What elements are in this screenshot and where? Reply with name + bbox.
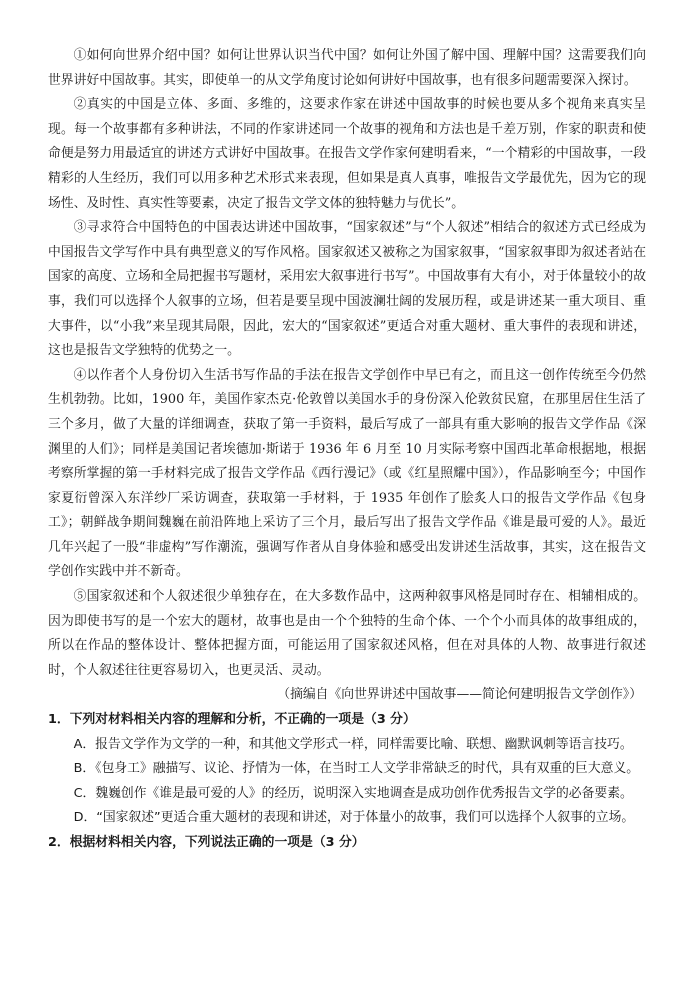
question-stem: 1．下列对材料相关内容的理解和分析，不正确的一项是（3 分）: [48, 712, 416, 728]
passage-paragraph-4: ④以作者个人身份切入生活书写作品的手法在报告文学创作中早已有之，而且这一创作传统至今仍然生机勃勃。比如，1900 年，美国作家杰克·伦敦曾以美国水手的身份深入伦敦贫民窟，在那里居住生活了三个多月，做了大量的详细调查，获取了第一手资料，最后写成了一部具有重大影响的报告文学作品《深渊里的人们》；同样是美国记者埃德加·斯诺于 1936 年 6 月至 10 月实际考察中国西北革命根据地，根据考察所掌握的第一手材料完成了报告文学作品《西行漫记》（或《红星照耀中国》），作品影响至今；中国作家夏衍曾深入东洋纱厂采访调查，获取第一手材料，于 1935 年创作了脍炙人口的报告文学作品《包身工》；朝鲜战争期间魏巍在前沿阵地上采访了三个月，最后写出了报告文学作品《谁是最可爱的人》。最近几年兴起了一股“非虚构”写作潮流，强调写作者从自身体验和感受出发讲述生活故事，其实，这在报告文学创作实践中并不新奇。: [48, 367, 646, 580]
question-stem: 2．根据材料相关内容，下列说法正确的一项是（3 分）: [48, 835, 365, 850]
reading-passage: [48, 44, 646, 708]
passage-paragraph-3: ③寻求符合中国特色的中国表达讲述中国故事，“国家叙述”与“个人叙述”相结合的叙述方式已经成为中国报告文学写作中具有典型意义的写作风格。国家叙述又被称之为国家叙事，“国家叙事即为叙述者站在国家的高度、立场和全局把握书写题材，采用宏大叙事进行书写”。中国故事有大有小，对于体量较小的故事，我们可以选择个人叙事的立场，但若是要呈现中国波澜壮阔的发展历程，或是讲述某一重大项目、重大事件，以“小我”来呈现其局限，因此，宏大的“国家叙述”更适合对重大题材、重大事件的表现和讲述，这也是报告文学独特的优势之一。: [48, 220, 646, 359]
passage-paragraph-5: ⑤国家叙述和个人叙述很少单独存在，在大多数作品中，这两种叙事风格是同时存在、相辅相成的。因为即使书写的是一个宏大的题材，故事也是由一个个独特的生命个体、一个个小而具体的故事组成的，所以在作品的整体设计、整体把握方面，可能运用了国家叙述风格，但在对具体的人物、故事进行叙述时，个人叙述往往更容易切入，也更灵活、灵动。: [48, 589, 646, 678]
option-b: B．《包身工》融描写、议论、抒情为一体，在当时工人文学非常缺乏的时代，具有双重的巨大意义。: [73, 761, 640, 777]
option-c: C．魏巍创作《谁是最可爱的人》的经历，说明深入实地调查是成功创作优秀报告文学的必备要素。: [73, 785, 633, 801]
question-2: [48, 831, 646, 856]
passage-source: （摘编自《向世界讲述中国故事——简论何建明报告文学创作》）: [277, 687, 642, 703]
option-d: D．“国家叙述”更适合重大题材的表现和讲述，对于体量小的故事，我们可以选择个人叙事的立场。: [73, 810, 635, 826]
passage-paragraph-2: ②真实的中国是立体、多面、多维的，这要求作家在讲述中国故事的时候也要从多个视角来真实呈现。每一个故事都有多种讲法，不同的作家讲述同一个故事的视角和方法也是千差万别，作家的职责和使命便是努力用最适宜的讲述方式讲好中国故事。在报告文学作家何建明看来，“一个精彩的中国故事，一段精彩的人生经历，我们可以用多种艺术形式来表现，但如果是真人真事，唯报告文学最优先，因为它的现场性、及时性、真实性等要素，决定了报告文学文体的独特魅力与优长”。: [48, 97, 646, 211]
passage-paragraph-1: ①如何向世界介绍中国？如何让世界认识当代中国？如何让外国了解中国、理解中国？这需要我们向世界讲好中国故事。其实，即使单一的从文学角度讨论如何讲好中国故事，也有很多问题需要深入探讨。: [48, 48, 646, 88]
option-a: A．报告文学作为文学的一种，和其他文学形式一样，同样需要比喻、联想、幽默讽刺等语言技巧。: [73, 736, 633, 752]
exam-page: [48, 44, 646, 856]
question-1: [48, 708, 646, 831]
